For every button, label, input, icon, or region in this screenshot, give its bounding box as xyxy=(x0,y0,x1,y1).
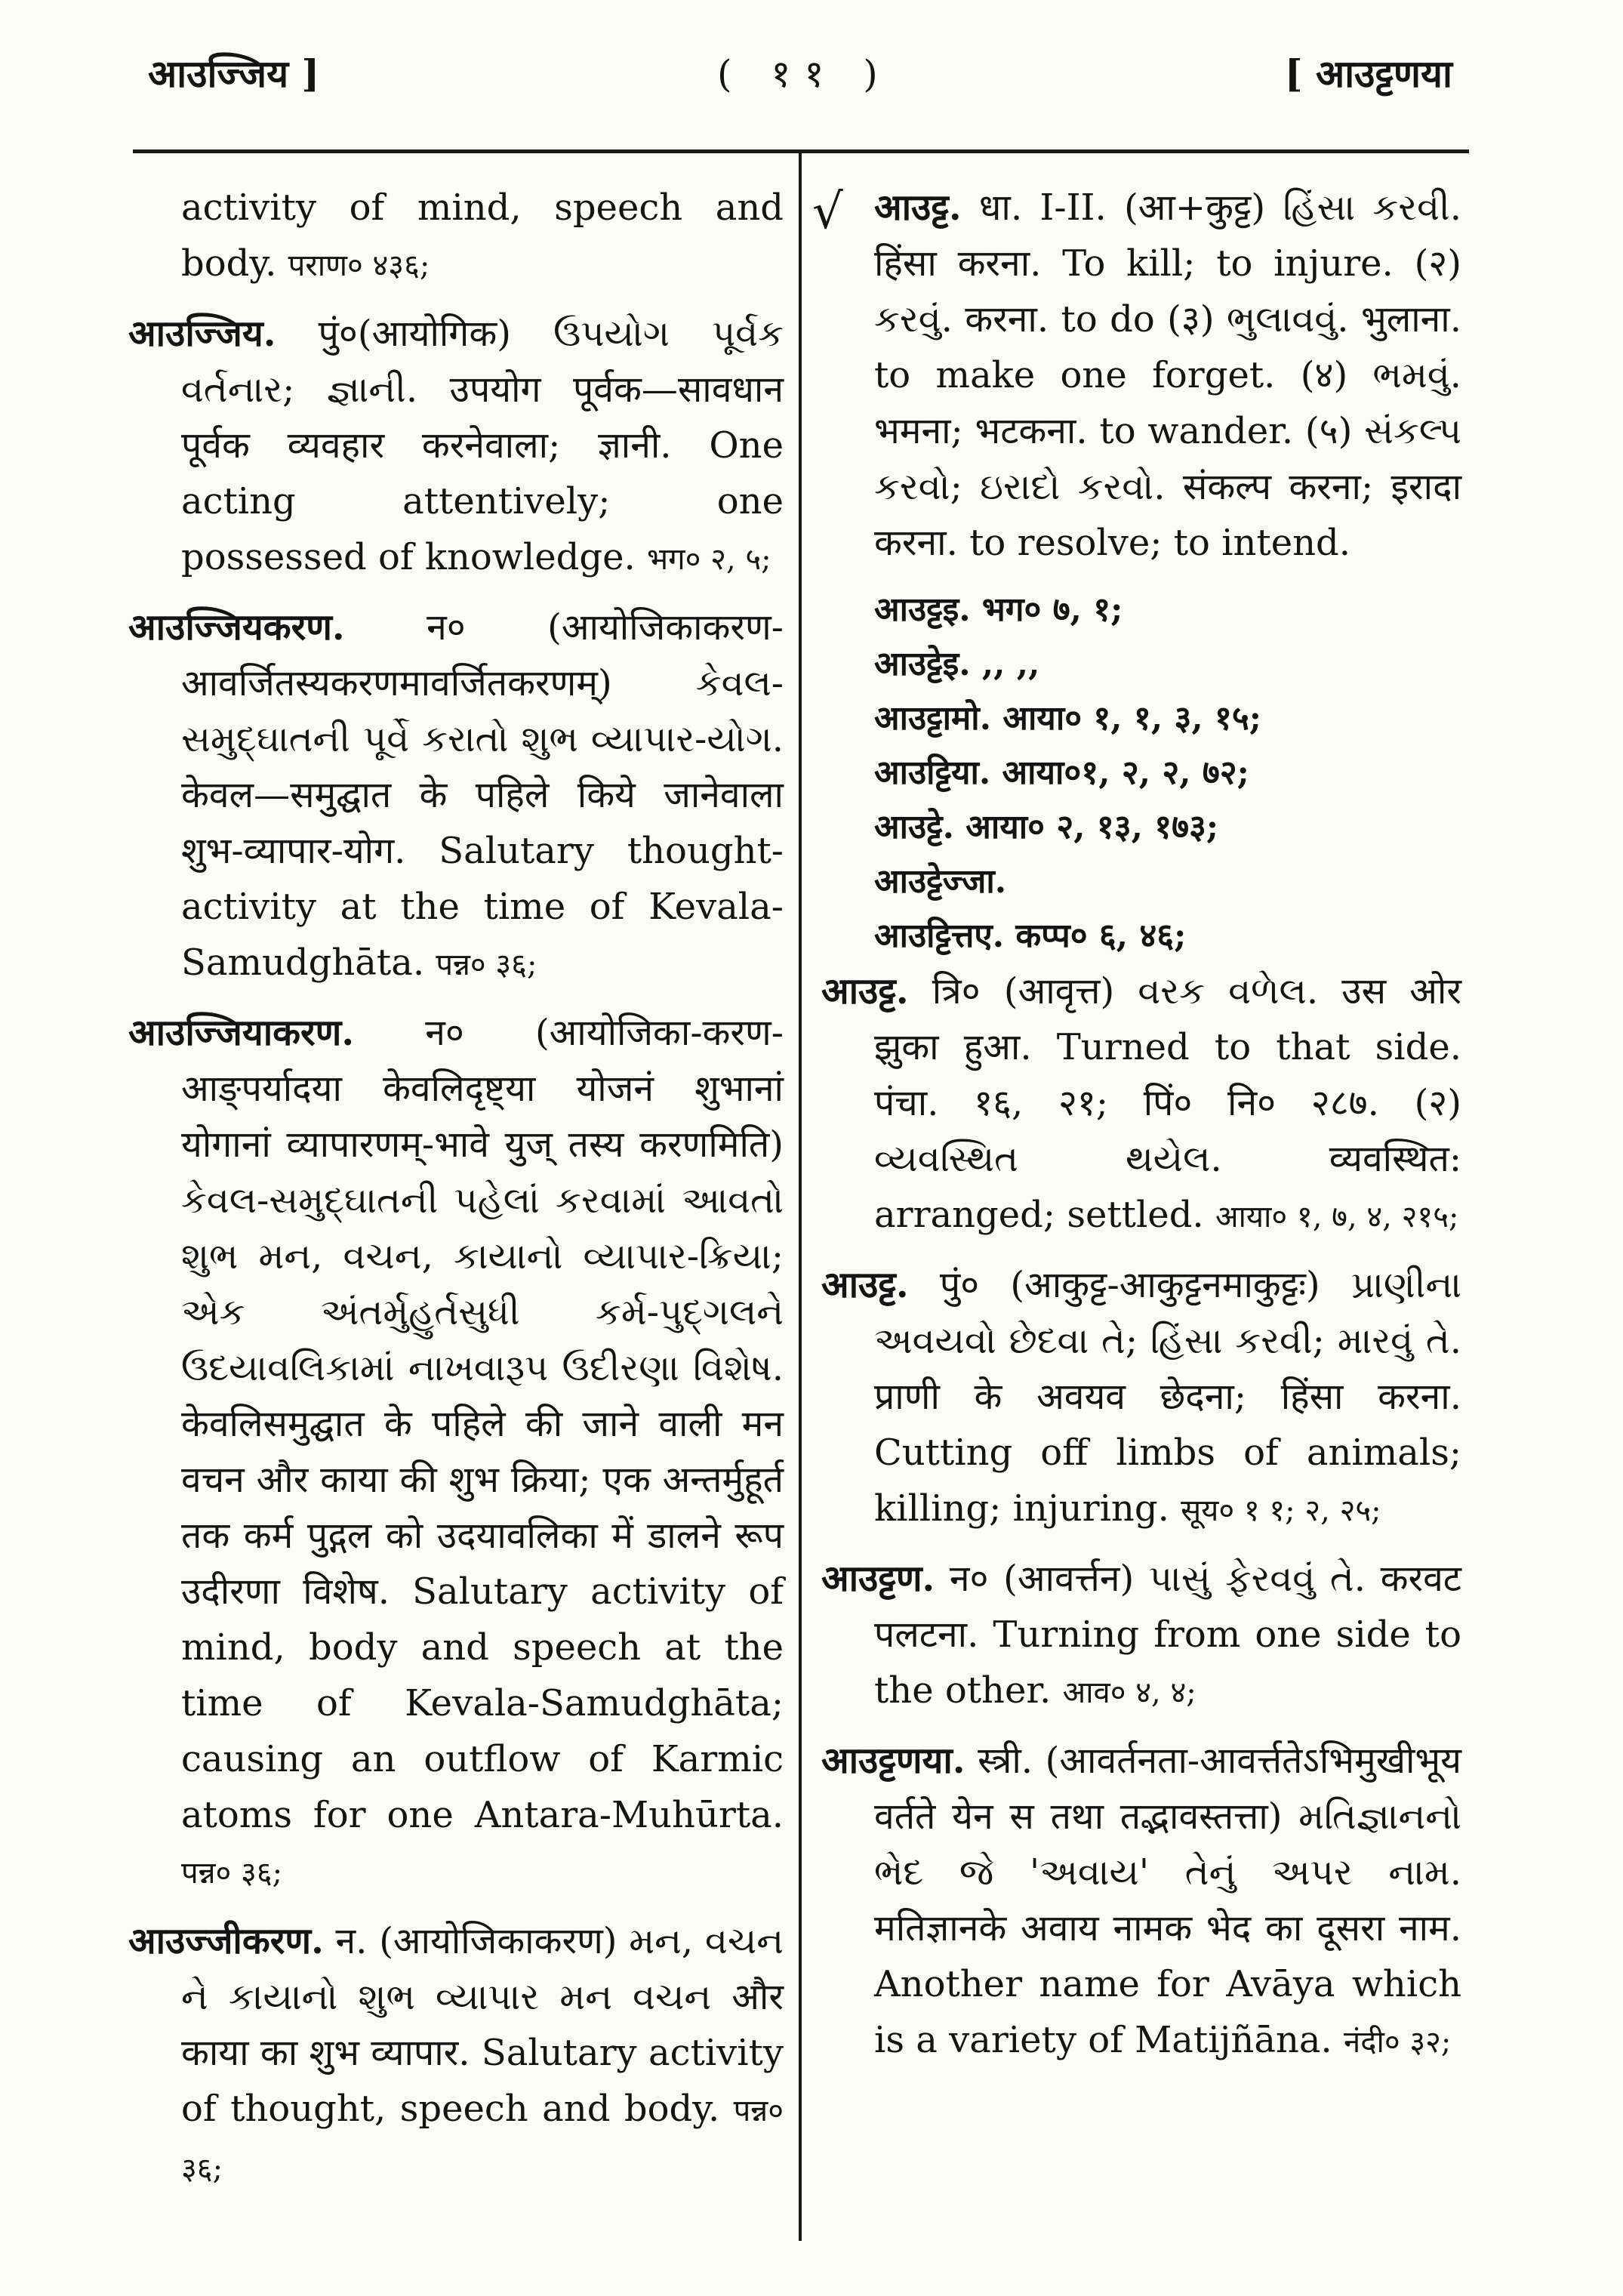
entry-definition: पुं०(आयोगिक) ઉપયોગ પૂર્વક વર્તનાર; જ્ઞાની. उपयोग पूर्वक—सावधान पूर्वक व्यवहार करनेवाला; ज्ञानी. One acting attentively; one possessed of knowledge. xyxy=(181,313,784,578)
citation: आव० ४, ४; xyxy=(1062,1675,1196,1710)
entry-definition: न. (आयोजिकाकरण) મન, વચન ને કાયાનો શુભ વ્યાપાર મન વચન और काया का शुभ व्यापार. Salutary activity of thought, speech and body. xyxy=(181,1920,784,2130)
inflected-form: आउट्टेइ. ,, ,, xyxy=(874,645,1040,683)
citation: पन्न० ३६; xyxy=(436,948,537,982)
citation: आया० १, ७, ४, २१५; xyxy=(1215,1200,1459,1234)
headword: आउट्टण. xyxy=(821,1558,935,1600)
inflected-form: आउट्टामो. आया० १, १, ३, १५; xyxy=(874,699,1261,738)
headword: आउट्ट. xyxy=(821,970,909,1012)
citation: पराण० ४३६; xyxy=(288,248,430,283)
entry-definition: न० (आयोजिकाकरण-आवर्जितस्यकरणमावर्जितकरणम्) કેવલ-સમુદ્ઘાતની પૂર્વે કરાતો શુભ વ્યાપાર-યોગ. केवल—समुद्घात के पहिले किये जानेवाला शुभ-व्यापार-योग. Salutary thought-activity at the time of Kevala-Samudghāta. xyxy=(181,606,784,984)
inflected-forms xyxy=(821,583,1461,963)
dictionary-entry xyxy=(821,1733,1461,2070)
inflected-form: आउट्टेज्जा. xyxy=(874,862,1007,901)
headword: आउज्जियाकरण. xyxy=(128,1012,355,1054)
citation: पन्न० ३६; xyxy=(181,2094,784,2187)
citation: सूय० १ १; २, २५; xyxy=(1181,1493,1381,1528)
dictionary-entry xyxy=(128,599,784,993)
headword: आउज्जिय. xyxy=(128,313,276,355)
entry-definition: न० (आयोजिका-करण-आङ्पर्यादया केवलिदृष्ट्या योजनं शुभानां योगानां व्यापारणम्-भावे युज् तस्य करणमिति) કેવલ-સમુદ્ઘાતની પહેલાં કરવામાં આવતો શુભ મન, વચન, કાયાનો વ્યાપાર-ક્રિયા; એક અંતર્મુહુર્તસુધી કર્મ-પુદ્ગલને ઉદયાવલિકામાં નાખવારૂપ ઉદીરણા વિશેષ. केवलिसमुद्घात के पहिले की जाने वाली मन वचन और काया की शुभ क्रिया; एक अन्तर्मुहूर्त तक कर्म पुद्गल को उदयावलिका में डालने रूप उदीरणा विशेष. Salutary activity of mind, body and speech at the time of Kevala-Samudghāta; causing an outflow of Karmic atoms for one Antara-Muhūrta. xyxy=(181,1012,784,1836)
left-column xyxy=(128,180,784,2209)
entry-definition: त्रि० (आवृत्त) વરક વળેલ. उस ओर झुका हुआ. Turned to that side. पंचा. १६, २१; पिं० नि० २८७. (२) વ્યવસ્થિત થયેલ. व्यवस्थित: arranged; settled. xyxy=(874,970,1461,1236)
check-mark-icon: √ xyxy=(812,184,843,240)
right-column xyxy=(812,180,1461,2082)
continued-entry: activity of mind, speech and body. पराण० ४३६; xyxy=(181,186,784,285)
dictionary-entry xyxy=(821,1551,1461,1721)
inflected-form: आउट्टित्तए. कप्प० ६, ४६; xyxy=(874,917,1187,955)
inflected-form: आउट्टिया. आया०१, २, २, ७२; xyxy=(874,754,1249,792)
entry-definition: धा. I-II. (आ+कुट्ट) હિંસા કરવી. हिंसा करना. To kill; to injure. (२) કરવું. करना. to do (३) ભુલાવવું. भुलाना. to make one forget. (४) ભમવું. भमना; भटकना. to wander. (५) સંકલ્પ કરવો; ઇરાદો કરવો. संकल्प करना; इरादा करना. to resolve; to intend. xyxy=(874,186,1461,564)
running-head-left: आउज्जिय ] xyxy=(148,51,320,96)
page-number: ( ११ ) xyxy=(717,52,892,96)
entry-definition: पुं० (आकुट्ट-आकुट्टनमाकुट्टः) પ્રાણીના અવયવો છેદવા તે; હિંસા કરવી; મારવું તે. प्राणी के अवयव छेदना; हिंसा करना. Cutting off limbs of animals; killing; injuring. xyxy=(874,1264,1461,1530)
dictionary-entry xyxy=(821,1257,1461,1539)
inflected-form: आउट्टे. आया० २, १३, १७३; xyxy=(874,808,1219,846)
citation: पन्न० ३६; xyxy=(181,1856,283,1891)
citation: नंदी० ३२; xyxy=(1344,2025,1452,2060)
headword: आउट्ट. xyxy=(874,186,962,229)
headword: आउट्टणया. xyxy=(821,1740,965,1782)
citation: भग० २, ५; xyxy=(647,542,771,577)
running-head-right: [ आउट्टणया xyxy=(1284,51,1452,96)
dictionary-entry xyxy=(128,1005,784,1901)
column-divider xyxy=(799,149,802,2241)
headword: आउज्जियकरण. xyxy=(128,606,345,649)
headword: आउट्ट. xyxy=(821,1264,909,1306)
entry-definition: स्त्री. (आवर्तनता-आवर्त्ततेऽभिमुखीभूय वर्तते येन स तथा तद्भावस्तत्ता) મતિજ્ઞાનનો ભેદ જે 'અવાય' તેનું અપર નામ. मतिज्ञानके अवाय नामक भेद का दूसरा नाम. Another name for Avāya which is a variety of Matijñāna. xyxy=(874,1740,1461,2061)
inflected-form: आउट्टइ. भग० ७, १; xyxy=(874,590,1123,629)
headword: आउज्जीकरण. xyxy=(128,1920,324,1962)
dictionary-entry xyxy=(128,1913,784,2197)
dictionary-entry xyxy=(812,180,1461,571)
dictionary-entry xyxy=(821,963,1461,1245)
dictionary-entry xyxy=(128,306,784,587)
entry-definition: न० (आवर्त्तन) પાસું ફેરવવું તે. करवट पलटना. Turning from one side to the other. xyxy=(874,1558,1461,1712)
